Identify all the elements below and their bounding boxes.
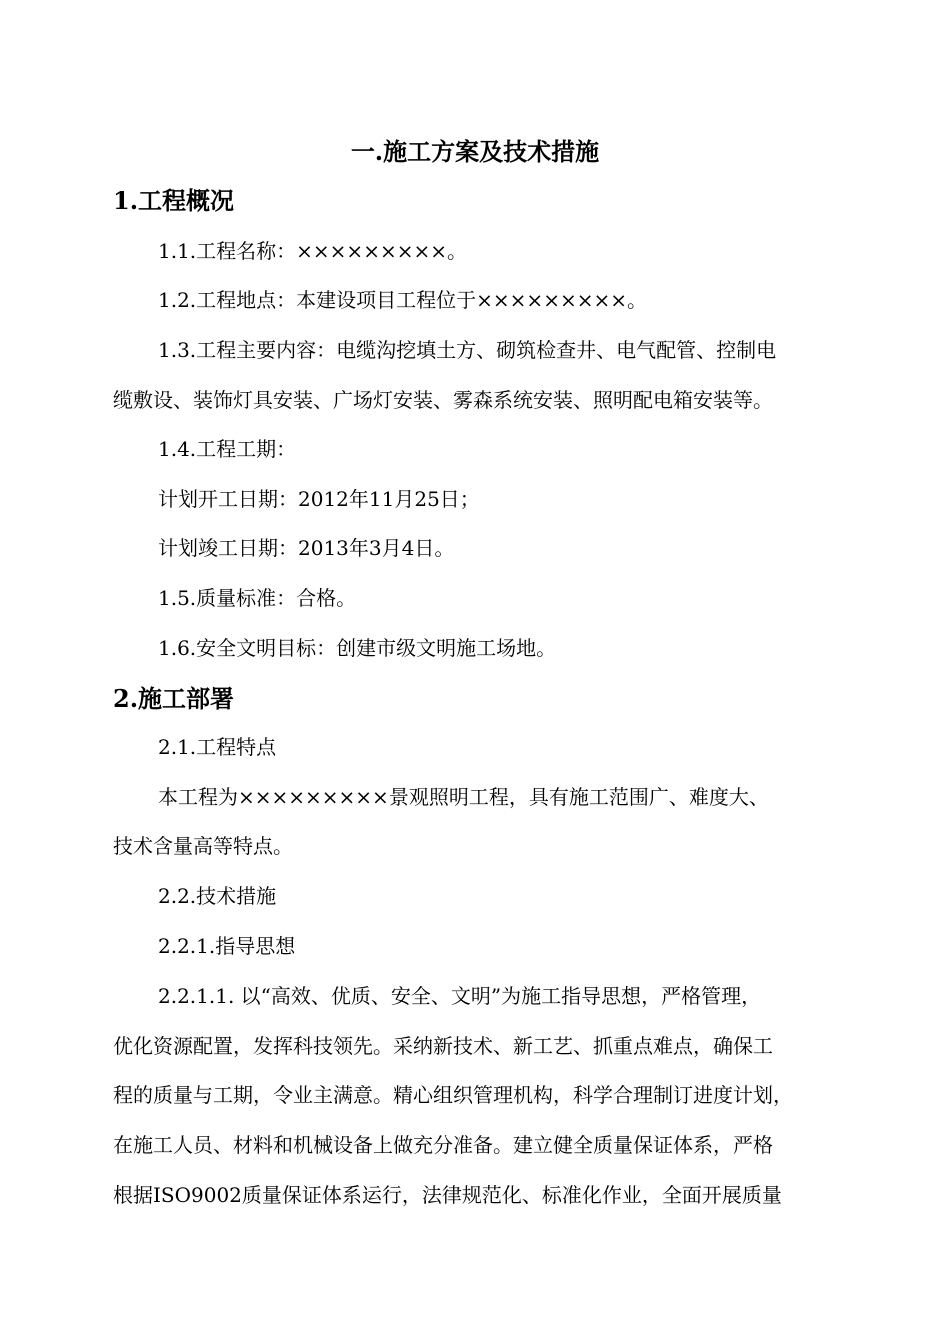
document-title: 一.施工方案及技术措施 — [350, 137, 600, 166]
text-line: 在施工人员、材料和机械设备上做充分准备。建立健全质量保证体系，严格 — [113, 1133, 773, 1157]
text-line: 缆敷设、装饰灯具安装、广场灯安装、雾森系统安装、照明配电箱安装等。 — [113, 388, 773, 412]
text-line: 1.4.工程工期： — [158, 437, 297, 461]
text-line: 计划竣工日期：2013年3月4日。 — [158, 536, 455, 560]
text-line: 技术含量高等特点。 — [113, 834, 293, 858]
text-line: 优化资源配置，发挥科技领先。采纳新技术、新工艺、抓重点难点，确保工 — [113, 1034, 773, 1058]
section-heading-2: 2.施工部署 — [113, 684, 235, 713]
text-line: 1.2.工程地点：本建设项目工程位于×××××××××。 — [158, 288, 647, 312]
text-line: 本工程为×××××××××景观照明工程，具有施工范围广、难度大、 — [158, 785, 769, 809]
text-line: 计划开工日期：2012年11月25日； — [158, 487, 480, 511]
text-line: 程的质量与工期，令业主满意。精心组织管理机构，科学合理制订进度计划， — [113, 1083, 793, 1107]
text-line: 2.2.1.指导思想 — [158, 934, 296, 958]
text-line: 1.1.工程名称：×××××××××。 — [158, 239, 467, 263]
section-heading-1: 1.工程概况 — [113, 186, 235, 215]
text-line: 2.2.技术措施 — [158, 884, 277, 908]
text-line: 2.2.1.1. 以“高效、优质、安全、文明”为施工指导思想，严格管理， — [158, 984, 762, 1008]
text-line: 根据ISO9002质量保证体系运行，法律规范化、标准化作业，全面开展质量 — [113, 1183, 782, 1207]
text-line: 2.1.工程特点 — [158, 735, 277, 759]
text-line: 1.3.工程主要内容：电缆沟挖填土方、砌筑检查井、电气配管、控制电 — [158, 338, 777, 362]
text-line: 1.6.安全文明目标：创建市级文明施工场地。 — [158, 636, 557, 660]
text-line: 1.5.质量标准：合格。 — [158, 586, 357, 610]
